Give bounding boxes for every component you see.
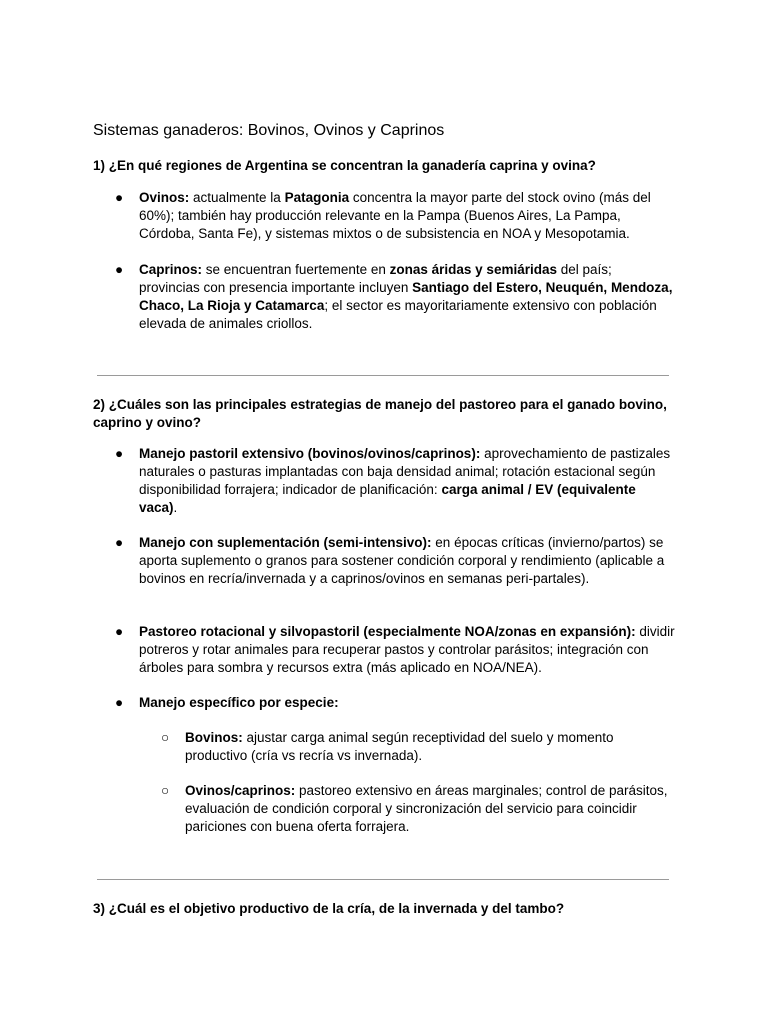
subbullet-text: ajustar carga animal según receptividad del suelo y momento productivo (cría vs recría vs invernada). [185,730,614,763]
bullet-bold: carga animal / EV (equivalente vaca) [139,482,636,515]
bullet-text: aprovechamiento de pastizales naturales o pasturas implantadas con baja densidad animal; rotación estacional según disponibilidad forrajera; indicador de planificación: [139,446,671,497]
subbullet-label: Ovinos/caprinos: [185,783,296,798]
bullet-suplementacion [115,534,675,588]
section-divider [97,375,669,376]
question-2: 2) ¿Cuáles son las principales estrategias de manejo del pastoreo para el ganado bovino, caprino y ovino? [93,397,667,430]
bullet-icon: ● [115,624,124,639]
bullet-icon: ● [115,190,124,205]
bullet-text: dividir potreros y rotar animales para recuperar pastos y controlar parásitos; integración con árboles para sombra y recursos extra (más aplicado en NOA/NEA). [139,624,675,675]
subbullet-label: Bovinos: [185,730,243,745]
bullet-text: actualmente la [189,190,285,205]
subbullet-icon: ○ [161,730,170,745]
bullet-text: concentra la mayor parte del stock ovino (más del 60%); también hay producción relevante en la Pampa (Buenos Aires, La Pampa, Córdoba, Santa Fe), y sistemas mixtos o de subsistencia en NOA y Mesopotamia. [139,190,651,241]
bullet-especifico [115,694,675,712]
bullet-text: del país; provincias con presencia importante incluyen [139,262,612,295]
bullet-text: se encuentran fuertemente en [202,262,390,277]
bullet-label: Pastoreo rotacional y silvopastoril (especialmente NOA/zonas en expansión): [139,624,636,639]
question-1: 1) ¿En qué regiones de Argentina se concentran la ganadería caprina y ovina? [93,158,596,173]
bullet-icon: ● [115,446,124,461]
bullet-bold: Patagonia [284,190,350,205]
bullet-bold: Santiago del Estero, Neuquén, Mendoza, Chaco, La Rioja y Catamarca [139,280,673,313]
bullet-icon: ● [115,262,124,277]
bullet-label: Caprinos: [139,262,203,277]
bullet-text: . [173,500,178,515]
bullet-label: Manejo específico por especie: [139,695,339,710]
bullet-ovinos [115,189,675,243]
bullet-icon: ● [115,535,124,550]
bullet-rotacional [115,623,675,677]
section-divider [97,879,669,880]
bullet-bold: zonas áridas y semiáridas [389,262,557,277]
bullet-manejo-extensivo [115,445,675,517]
subbullet-text: pastoreo extensivo en áreas marginales; control de parásitos, evaluación de condición corporal y sincronización del servicio para coincidir pariciones con buena oferta forrajera. [185,783,668,834]
question-3: 3) ¿Cuál es el objetivo productivo de la cría, de la invernada y del tambo? [93,901,565,916]
subbullet-bovinos [161,729,675,765]
bullet-icon: ● [115,695,124,710]
bullet-label: Manejo pastoril extensivo (bovinos/ovinos/caprinos): [139,446,481,461]
bullet-caprinos [115,261,675,333]
document-title: Sistemas ganaderos: Bovinos, Ovinos y Caprinos [93,122,445,139]
subbullet-icon: ○ [161,783,170,798]
bullet-label: Ovinos: [139,190,190,205]
bullet-text: ; el sector es mayoritariamente extensivo con población elevada de animales criollos. [139,298,657,331]
subbullet-ovinos-caprinos [161,782,675,836]
bullet-text: en épocas críticas (invierno/partos) se aporta suplemento o granos para sostener condición corporal y rendimiento (aplicable a bovinos en recría/invernada y a caprinos/ovinos en semanas peri-partales). [139,535,665,586]
bullet-label: Manejo con suplementación (semi-intensivo): [139,535,432,550]
